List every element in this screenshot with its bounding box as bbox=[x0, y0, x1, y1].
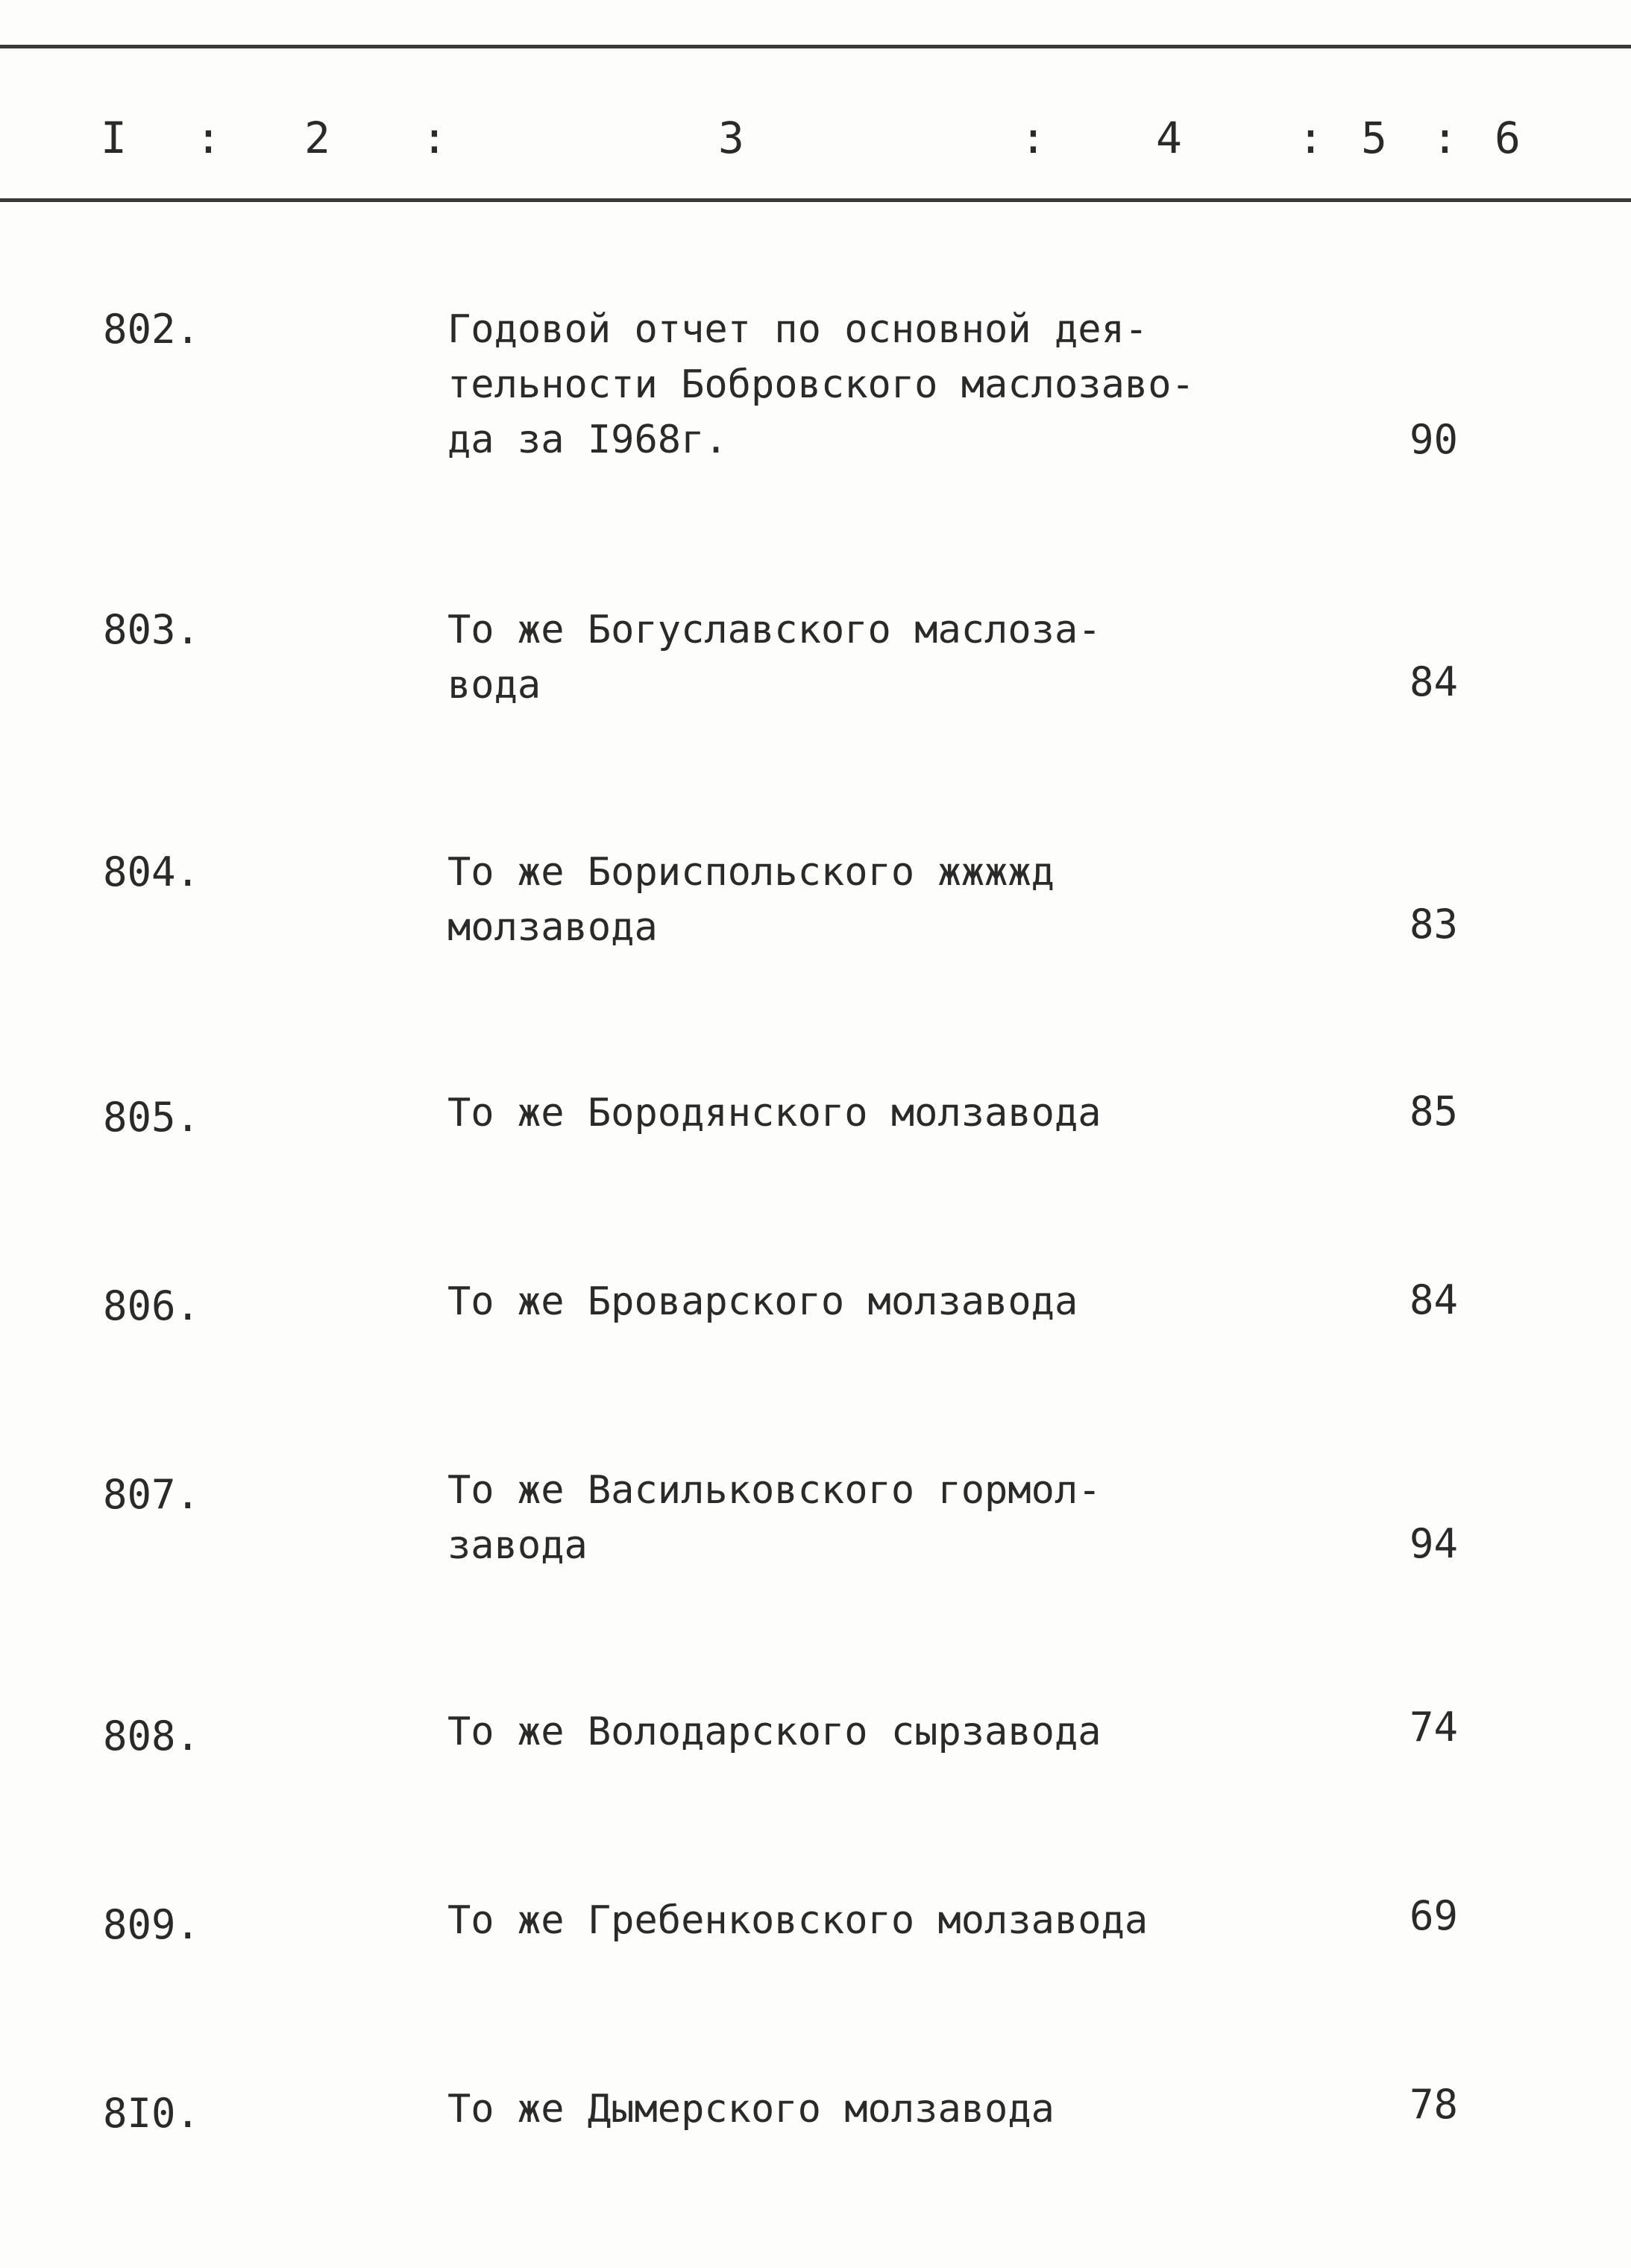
entry-number: 805. bbox=[103, 1094, 201, 1141]
column-separator: : bbox=[421, 113, 447, 163]
entry-number: 803. bbox=[103, 606, 201, 653]
column-header-4: 4 bbox=[1156, 113, 1182, 163]
column-separator: : bbox=[1298, 113, 1324, 163]
entry-title: То же Бородянского молзавода bbox=[447, 1091, 1102, 1135]
entry-title: То же Володарского сырзавода bbox=[447, 1710, 1102, 1754]
entry-page-count: 85 bbox=[1410, 1088, 1459, 1135]
entry-title: Годовой отчет по основной дея- тельности Бобровского маслозаво- да за I968г. bbox=[447, 307, 1195, 462]
column-separator: : bbox=[195, 113, 221, 163]
entry-number: 802. bbox=[103, 306, 201, 353]
entry-number: 806. bbox=[103, 1282, 201, 1329]
entry-title: То же Гребенковского молзавода bbox=[447, 1898, 1148, 1943]
entry-page-count: 78 bbox=[1410, 2081, 1459, 2128]
entry-number: 8I0. bbox=[103, 2090, 201, 2137]
entry-page-count: 83 bbox=[1410, 901, 1459, 948]
entry-page-count: 84 bbox=[1410, 658, 1459, 705]
entry-number: 807. bbox=[103, 1471, 201, 1518]
entry-page-count: 84 bbox=[1410, 1276, 1459, 1323]
entry-title: То же Дымерского молзавода bbox=[447, 2087, 1055, 2132]
column-separator: : bbox=[1432, 113, 1458, 163]
entry-title: То же Броварского молзавода bbox=[447, 1279, 1078, 1324]
header-bottom-rule bbox=[0, 198, 1631, 202]
column-header-2: 2 bbox=[304, 113, 330, 163]
column-header-3: 3 bbox=[718, 113, 744, 163]
entry-page-count: 90 bbox=[1410, 416, 1459, 463]
entry-title: То же Васильковского гормол- завода bbox=[447, 1468, 1102, 1568]
column-header-5: 5 bbox=[1361, 113, 1387, 163]
entry-number: 809. bbox=[103, 1901, 201, 1948]
header-top-rule bbox=[0, 45, 1631, 48]
entry-number: 808. bbox=[103, 1713, 201, 1760]
entry-title: То же Бориспольского жжжжд молзавода bbox=[447, 850, 1055, 950]
entry-number: 804. bbox=[103, 848, 201, 895]
column-header-1: I bbox=[101, 113, 127, 163]
column-separator: : bbox=[1020, 113, 1046, 163]
column-header-6: 6 bbox=[1495, 113, 1521, 163]
entry-page-count: 94 bbox=[1410, 1520, 1459, 1567]
entry-page-count: 74 bbox=[1410, 1704, 1459, 1751]
entry-page-count: 69 bbox=[1410, 1892, 1459, 1939]
entry-title: То же Богуславского маслоза- вода bbox=[447, 608, 1102, 708]
